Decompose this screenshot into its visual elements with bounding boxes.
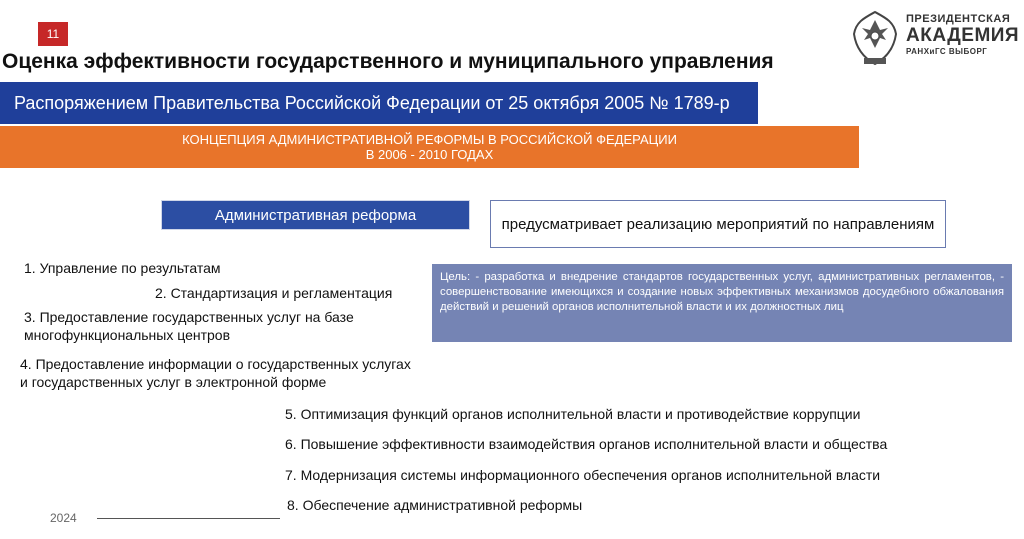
provides-text-box: предусматривает реализацию мероприятий по направлениям — [490, 200, 946, 248]
concept-line-2: В 2006 - 2010 ГОДАХ — [365, 147, 494, 162]
direction-item-2: 2. Стандартизация и регламентация — [155, 285, 393, 301]
slide-number-badge: 11 — [38, 22, 68, 46]
footer-year: 2024 — [50, 511, 77, 525]
logo-text-sub: РАНХиГС ВЫБОРГ — [906, 47, 988, 56]
concept-line-1: КОНЦЕПЦИЯ АДМИНИСТРАТИВНОЙ РЕФОРМЫ В РОССИЙСКОЙ ФЕДЕРАЦИИ — [182, 132, 677, 147]
direction-item-8: 8. Обеспечение административной реформы — [287, 497, 583, 513]
direction-item-6: 6. Повышение эффективности взаимодействия органов исполнительной власти и общества — [285, 436, 888, 452]
direction-item-4: 4. Предоставление информации о государственных услугах и государственных услуг в электронной форме — [20, 356, 411, 390]
logo-text-main: АКАДЕМИЯ — [906, 25, 1020, 46]
academy-emblem-icon — [850, 8, 900, 70]
direction-item-7: 7. Модернизация системы информационного обеспечения органов исполнительной власти — [285, 467, 881, 483]
direction-item-1: 1. Управление по результатам — [24, 260, 221, 276]
direction-item-3: 3. Предоставление государственных услуг на базе многофункциональных центров — [24, 309, 354, 343]
footer-divider — [97, 518, 280, 519]
concept-banner — [0, 126, 859, 168]
reform-label-box: Административная реформа — [161, 200, 470, 230]
logo-text-top: ПРЕЗИДЕНТСКАЯ — [906, 13, 1011, 25]
goal-text-box: Цель: - разработка и внедрение стандартов государственных услуг, административных регламентов, - совершенствование имеющихся и создание новых эффективных механизмов досудебного обжалования действий и решений органов исполнительной власти и их должностных лиц — [432, 264, 1012, 342]
direction-item-5: 5. Оптимизация функций органов исполнительной власти и противодействие коррупции — [285, 406, 861, 422]
slide-title: Оценка эффективности государственного и муниципального управления — [2, 50, 774, 73]
decree-banner: Распоряжением Правительства Российской Федерации от 25 октября 2005 № 1789-р — [0, 82, 758, 124]
